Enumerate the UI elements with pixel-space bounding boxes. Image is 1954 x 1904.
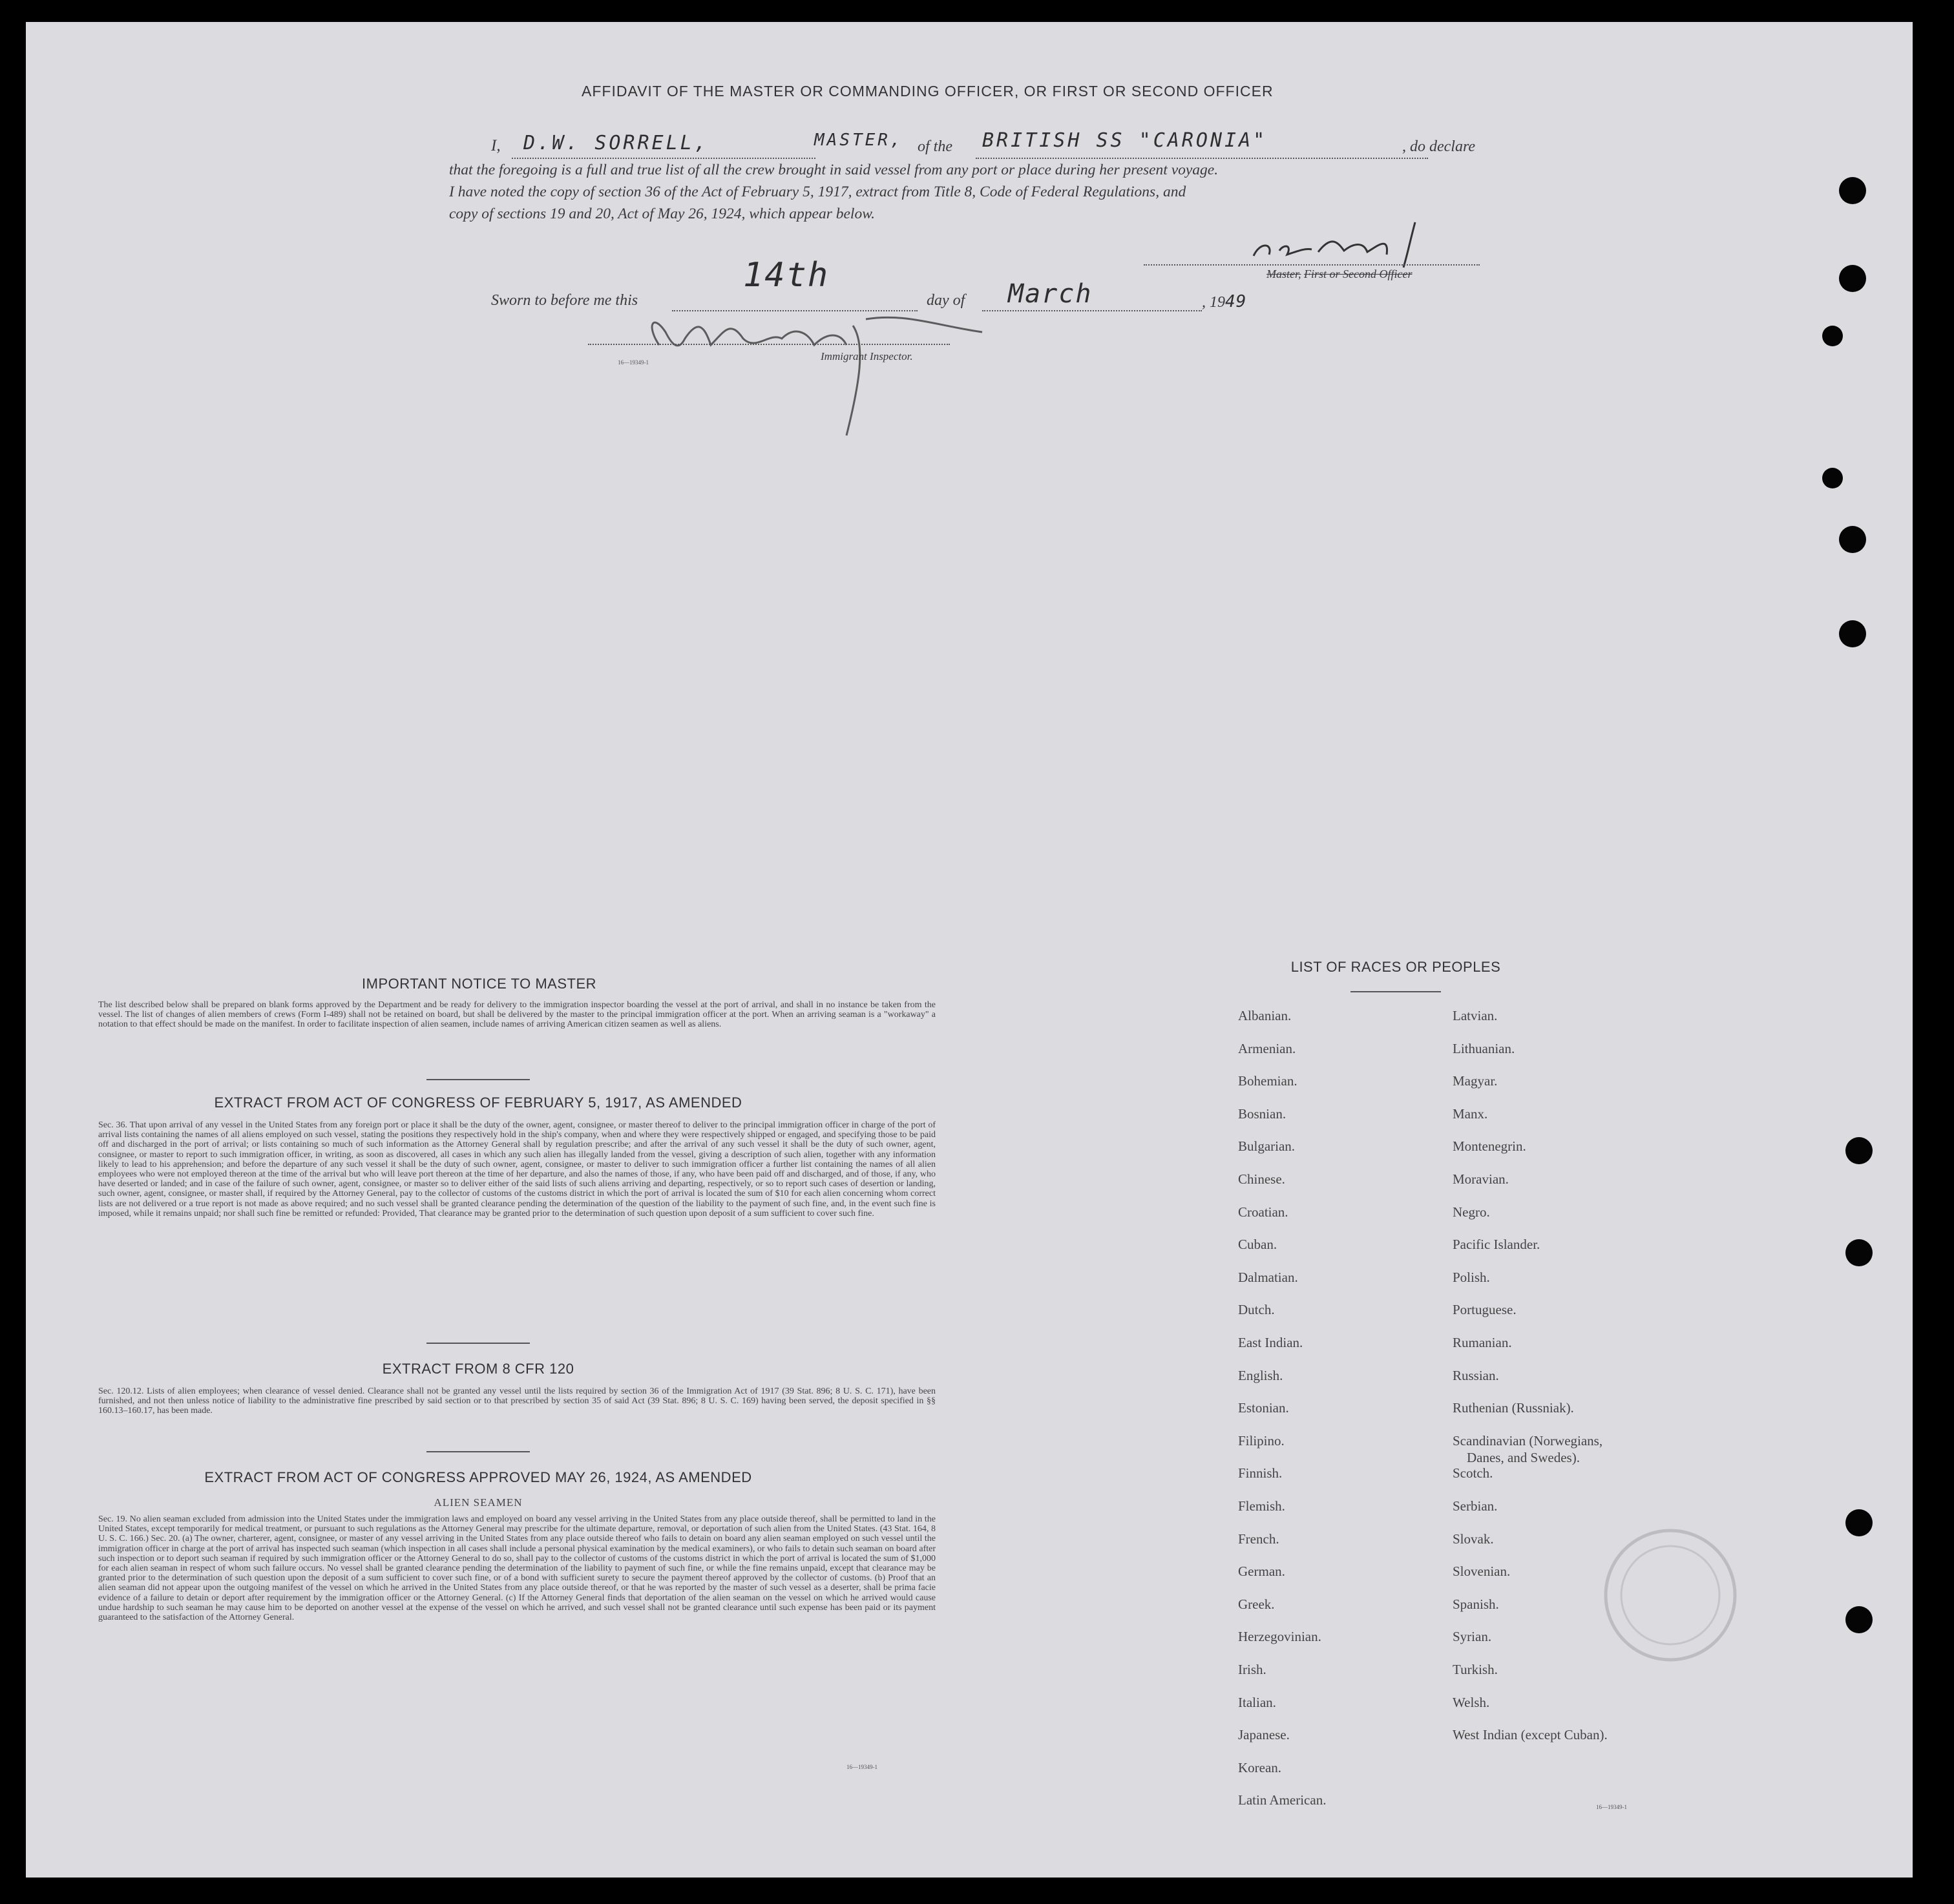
race-item: Montenegrin. [1453,1138,1526,1155]
vessel-line [976,158,1428,159]
race-item: Croatian. [1238,1204,1288,1220]
affidavit-line-3: I have noted the copy of section 36 of the Act of February 5, 1917, extract from Title 8, Code of Federal Regulations, and [449,183,1186,200]
race-item: Negro. [1453,1204,1490,1220]
punch-hole [1839,620,1866,647]
affidavit-line-1 [491,137,501,155]
race-item: Moravian. [1453,1171,1509,1187]
sworn-month-handwritten: March [1008,279,1093,309]
race-item: Russian. [1453,1367,1499,1383]
extract-cfr-body: Sec. 120.12. Lists of alien employees; when clearance of vessel denied. Clearance shall not be granted any vessel until the lists required by section 36 of the Immigration Act of 1917 (39 Stat. 896; 8 U. S. C. 171), have been furnished, and not then unless notice of liability to the administrative fine prescribed by said section or to that prescribed by section 35 of said Act (39 Stat. 896; 8 U. S. C. 169) having been served, the deposit specified in §§ 160.13–160.17, has been made. [98,1386,936,1416]
divider [426,1451,530,1452]
race-item: Rumanian. [1453,1335,1512,1350]
punch-hole [1845,1606,1873,1633]
affidavit-line-2: that the foregoing is a full and true list of all the crew brought in said vessel from any port or place during her present voyage. [449,162,1219,178]
race-item: Bulgarian. [1238,1138,1296,1155]
race-item: East Indian. [1238,1335,1303,1350]
year-prefix: , 19 [1202,294,1225,311]
race-item: Latvian. [1453,1008,1498,1023]
race-item: Serbian. [1453,1498,1498,1514]
punch-hole [1839,265,1866,292]
year-text [1202,292,1246,311]
do-declare-text: , do declare [1402,138,1476,155]
of-the-text: of the [918,138,952,155]
race-item: Armenian. [1238,1040,1296,1056]
notice-heading: IMPORTANT NOTICE TO MASTER [362,976,597,992]
race-item: Spanish. [1453,1596,1499,1612]
extract-1924-heading: EXTRACT FROM ACT OF CONGRESS APPROVED MAY 26, 1924, AS AMENDED [204,1469,752,1485]
race-item: Finnish. [1238,1465,1283,1481]
race-item: Italian. [1238,1694,1276,1710]
race-item: Bohemian. [1238,1073,1297,1089]
inspector-line [588,344,950,345]
race-item: Turkish. [1453,1662,1498,1677]
punch-hole [1845,1239,1873,1266]
race-item: French. [1238,1531,1279,1547]
race-item: Albanian. [1238,1008,1292,1023]
race-item: Estonian. [1238,1400,1289,1416]
race-item: Dalmatian. [1238,1269,1298,1285]
extract-cfr-heading: EXTRACT FROM 8 CFR 120 [382,1361,574,1377]
races-heading: LIST OF RACES OR PEOPLES [1290,959,1501,975]
race-item: Welsh. [1453,1694,1490,1710]
affidavit-form-number: 16—19349-1 [618,359,649,366]
extract-1924-body: Sec. 19. No alien seaman excluded from admission into the United States under the immigration laws and employed on board any vessel arriving in the United States from any place outside thereof, shall be permitted to land in the United States, except temporarily for medical treatment, or pursuant to such regulations as the Attorney General may prescribe for the ultimate departure, removal, or deportation of such alien from the United States. (43 Stat. 164, 8 U. S. C. 166.) Sec. 20. (a) The owner, charterer, agent, consignee, or master of any vessel arriving in the United States from any place outside thereof who fails to detain on board any alien seaman employed on such vessel until the immigration officer in charge at the port of arrival has inspected such seaman (which inspection in all cases shall include a personal physical examination by the medical examiners), or who fails to detain such seaman on board after such inspection or to deport such seaman if required by such immigration officer or the Attorney General to do so, shall pay to the collector of customs of the customs district in which the port of arrival is located the sum of $1,000 for each alien seaman in respect of whom such failure occurs. No vessel shall be granted clearance pending the determination of the liability to payment of such fine, or while the fine remains unpaid, except that clearance may be granted prior to the determination of such question upon the deposit of a sum sufficient to cover such fine, or of a bond with sufficient surety to secure the payment thereof approved by the collector of customs. (b) Proof that an alien seaman did not appear upon the outgoing manifest of the vessel on which he arrived in the United States from any place outside thereof, or that he was reported by the master of such vessel as a deserter, shall be prima facie evidence of a failure to detain or deport after requirement by the immigration officer or the Attorney General. (c) If the Attorney General finds that deportation of the alien seaman on the vessel on which he arrived would cause undue hardship to such seaman he may cause him to be deported on another vessel at the expense of the vessel on which he arrived, and such vessel shall not be granted clearance until such expense has been paid or its payment guaranteed to the satisfaction of the Attorney General. [98,1514,936,1623]
race-item: Chinese. [1238,1171,1285,1187]
race-item: Dutch. [1238,1302,1275,1318]
race-item: Scandinavian (Norwegians, [1453,1432,1603,1449]
race-item: West Indian (except Cuban). [1453,1727,1608,1743]
race-item: Scotch. [1453,1465,1493,1481]
i-prefix: I, [491,137,501,154]
notice-body: The list described below shall be prepared on blank forms approved by the Department and be ready for delivery to the immigration inspector boarding the vessel at the port of arrival, and shall in no instance be taken from the vessel. The list of changes of alien members of crews (Form I-489) shall not be retained on board, but shall be delivered by the master to the principal immigration officer at the port. When an arriving seaman is a "workaway" a notation to that effect should be made on the manifest. In order to facilitate inspection of alien seamen, include names of arriving American citizen seamen as well as aliens. [98,1000,936,1030]
signature-caption [1266,267,1412,281]
punch-hole [1845,1509,1873,1536]
divider [1350,991,1441,992]
document-page [26,22,1913,1878]
race-item: Greek. [1238,1596,1275,1612]
signature-caption-master: Master, [1266,267,1301,280]
master-rank-handwritten: MASTER, [814,131,903,150]
inspector-caption: Immigrant Inspector. [821,350,913,362]
sworn-text: Sworn to before me this [491,292,638,309]
race-item: Magyar. [1453,1073,1498,1089]
races-form-number: 16—19349-1 [1596,1804,1627,1810]
race-item: Latin American. [1238,1792,1327,1808]
punch-hole [1822,326,1843,346]
master-name-handwritten: D.W. SORRELL, [523,132,709,154]
inspector-signature [633,306,1047,448]
race-item: Danes, and Swedes). [1467,1449,1580,1465]
divider [426,1343,530,1344]
punch-hole [1822,468,1843,488]
extract-1924-subheading: ALIEN SEAMEN [434,1496,523,1509]
race-item: German. [1238,1564,1285,1580]
extract-1917-heading: EXTRACT FROM ACT OF CONGRESS OF FEBRUARY 5, 1917, AS AMENDED [214,1094,742,1111]
affidavit-heading: AFFIDAVIT OF THE MASTER OR COMMANDING OFFICER, OR FIRST OR SECOND OFFICER [582,83,1274,99]
race-item: Polish. [1453,1269,1490,1285]
race-item: English. [1238,1367,1283,1383]
race-item: Manx. [1453,1105,1488,1122]
punch-hole [1845,1137,1873,1164]
signature-caption-officer: First or Second Officer [1304,267,1413,280]
race-item: Cuban. [1238,1237,1277,1253]
extract-1917-body: Sec. 36. That upon arrival of any vessel in the United States from any foreign port or place it shall be the duty of the owner, agent, consignee, or master thereof to deliver to the principal immigration officer in charge of the port of arrival lists containing the names of all aliens employed on such vessel, stating the positions they respectively hold in the ship's company, when and where they were respectively shipped or engaged, and specifying those to be paid off and discharged in the port of arrival; or lists containing so much of such information as the Attorney General shall by regulation prescribe; and after the arrival of any such vessel it shall be the duty of such owner, agent, consignee, or master to report to such immigration officer, in writing, as soon as discovered, all cases in which any such alien has illegally landed from the vessel, giving a description of such alien, together with any information likely to lead to his apprehension; and before the departure of any such vessel it shall be the duty of such owner, agent, consignee, or master to deliver to such immigration officer a further list containing the names of all alien employees who were not employed thereon at the time of the arrival but who will leave port thereon at the time of her departure, and also the names of those, if any, who have been paid off and discharged, and of those, if any, who have deserted or landed; and in case of the failure of such owner, agent, consignee, or master so to deliver either of the said lists of such aliens arriving and departing, respectively, or so to report such cases of desertion or landing, such owner, agent, consignee, or master shall, if required by the Attorney General, pay to the collector of customs of the customs district in which the port of arrival is located the sum of $10 for each alien concerning whom correct lists are not delivered or a true report is not made as above required; and no such vessel shall be granted clearance pending the determination of the question of the liability to the payment of such fine, and, in the event such fine is imposed, while it remains unpaid; nor shall such fine be remitted or refunded: Provided, That clearance may be granted prior to the determination of such question upon deposit of a sum sufficient to cover such fine. [98,1120,936,1219]
punch-hole [1839,526,1866,553]
name-line [512,158,815,159]
race-item: Syrian. [1453,1629,1492,1645]
race-item: Lithuanian. [1453,1040,1515,1056]
divider [426,1079,530,1080]
race-item: Irish. [1238,1662,1266,1677]
race-item: Slovenian. [1453,1564,1511,1580]
race-item: Slovak. [1453,1531,1494,1547]
postmark-stamp [1596,1521,1745,1669]
race-item: Filipino. [1238,1432,1285,1449]
race-item: Portuguese. [1453,1302,1517,1318]
race-item: Korean. [1238,1759,1282,1775]
affidavit-line-4: copy of sections 19 and 20, Act of May 26, 1924, which appear below. [449,205,875,222]
race-item: Flemish. [1238,1498,1285,1514]
punch-hole [1839,177,1866,204]
year-handwritten: 49 [1225,292,1247,311]
day-of-text: day of [927,292,965,309]
signature-line [1144,264,1480,266]
race-item: Pacific Islander. [1453,1237,1540,1253]
race-item: Japanese. [1238,1727,1290,1743]
race-item: Ruthenian (Russniak). [1453,1400,1574,1416]
vessel-handwritten: BRITISH SS "CARONIA" [982,129,1268,152]
notice-form-number: 16—19349-1 [846,1764,877,1770]
sworn-day-handwritten: 14th [743,256,830,295]
race-item: Herzegovinian. [1238,1629,1321,1645]
race-item: Bosnian. [1238,1105,1287,1122]
